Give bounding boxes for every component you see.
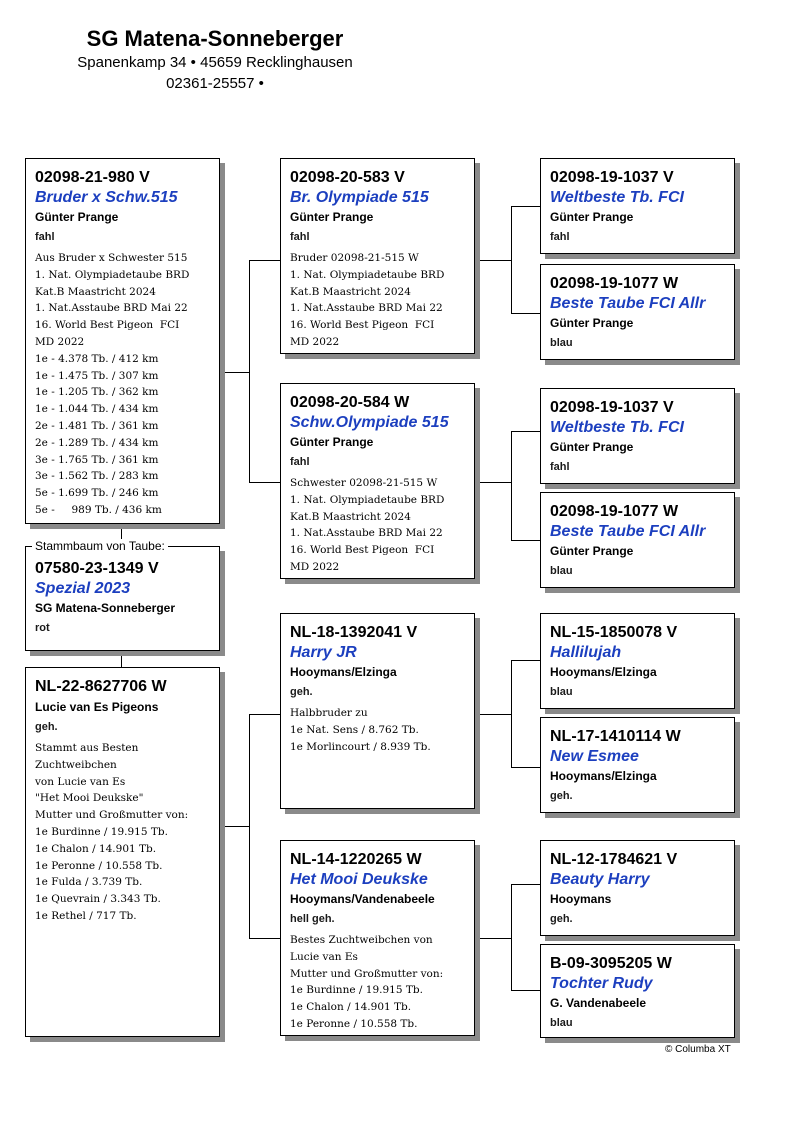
feather-color: fahl bbox=[550, 231, 570, 243]
feather-color: fahl bbox=[290, 456, 310, 468]
bird-card-ff-mother[interactable] bbox=[540, 264, 735, 360]
ring-number: NL-22-8627706 W bbox=[35, 678, 167, 695]
connector-line bbox=[511, 431, 540, 432]
bird-name: Spezial 2023 bbox=[35, 580, 131, 597]
ring-number: NL-17-1410114 W bbox=[550, 728, 681, 745]
connector-line bbox=[249, 714, 250, 938]
bird-name: Harry JR bbox=[290, 644, 357, 661]
bird-name: Beauty Harry bbox=[550, 871, 650, 888]
bird-card-maternal-grandmother[interactable] bbox=[280, 840, 475, 1036]
connector-line bbox=[511, 660, 540, 661]
breeder-name: SG Matena-Sonneberger bbox=[86, 26, 344, 51]
owner-name: G. Vandenabeele bbox=[550, 996, 647, 1010]
performance-notes: Bestes Zuchtweibchen von Lucie van Es Mutter und Großmutter von: 1e Burdinne / 19.915 Tb. 1e Chalon / 14.901 Tb. 1e Peronne / 10.558 Tb. bbox=[290, 934, 444, 1030]
connector-line bbox=[511, 431, 512, 540]
connector-line bbox=[511, 206, 540, 207]
feather-color: hell geh. bbox=[290, 913, 335, 925]
connector-line bbox=[249, 938, 280, 939]
owner-name: Hooymans/Elzinga bbox=[290, 665, 397, 679]
bird-name: Weltbeste Tb. FCI bbox=[550, 189, 684, 206]
ring-number: 02098-20-584 W bbox=[290, 394, 410, 411]
connector-line bbox=[249, 260, 250, 482]
connector-line bbox=[249, 714, 280, 715]
owner-name: Günter Prange bbox=[550, 210, 634, 224]
bird-card-mother[interactable] bbox=[25, 667, 220, 1037]
breeder-address: Spanenkamp 34 • 45659 Recklinghausen bbox=[77, 54, 353, 71]
bird-card-mm-father[interactable] bbox=[540, 840, 735, 936]
ring-number: NL-12-1784621 V bbox=[550, 851, 678, 868]
connector-line bbox=[475, 938, 511, 939]
connector-line bbox=[220, 826, 249, 827]
owner-name: Günter Prange bbox=[290, 210, 374, 224]
bird-card-paternal-grandmother[interactable] bbox=[280, 383, 475, 579]
connector-line bbox=[475, 714, 511, 715]
bird-card-subject[interactable] bbox=[25, 546, 220, 651]
bird-name: Tochter Rudy bbox=[550, 975, 653, 992]
owner-name: Hooymans/Elzinga bbox=[550, 769, 657, 783]
feather-color: blau bbox=[550, 565, 573, 577]
bird-card-paternal-grandfather[interactable] bbox=[280, 158, 475, 354]
connector-line bbox=[511, 206, 512, 313]
ring-number: 02098-19-1037 V bbox=[550, 399, 674, 416]
connector-line bbox=[249, 482, 280, 483]
feather-color: fahl bbox=[35, 231, 55, 243]
connector-line bbox=[475, 482, 511, 483]
ring-number: 02098-19-1037 V bbox=[550, 169, 674, 186]
connector-line bbox=[511, 990, 540, 991]
feather-color: geh. bbox=[35, 721, 58, 733]
performance-notes: Schwester 02098-21-515 W 1. Nat. Olympiadetaube BRD Kat.B Maastricht 2024 1. Nat.Asstaube BRD Mai 22 16. World Best Pigeon FCI MD 2022 bbox=[290, 477, 445, 573]
connector-line bbox=[511, 884, 512, 990]
ring-number: 07580-23-1349 V bbox=[35, 560, 159, 577]
bird-card-mf-mother[interactable] bbox=[540, 717, 735, 813]
bird-card-mm-mother[interactable] bbox=[540, 944, 735, 1038]
owner-name: Günter Prange bbox=[290, 435, 374, 449]
bird-card-fm-mother[interactable] bbox=[540, 492, 735, 588]
bird-name: Hallilujah bbox=[550, 644, 622, 661]
bird-card-ff-father[interactable] bbox=[540, 158, 735, 254]
owner-name: SG Matena-Sonneberger bbox=[35, 601, 176, 615]
breeder-phone: 02361-25557 • bbox=[166, 75, 264, 92]
ring-number: 02098-21-980 V bbox=[35, 169, 150, 186]
connector-line bbox=[121, 651, 122, 667]
ring-number: NL-14-1220265 W bbox=[290, 851, 422, 868]
feather-color: rot bbox=[35, 622, 50, 634]
feather-color: geh. bbox=[290, 686, 313, 698]
owner-name: Hooymans bbox=[550, 892, 612, 906]
bird-name: Schw.Olympiade 515 bbox=[290, 414, 449, 431]
performance-notes: Aus Bruder x Schwester 515 1. Nat. Olympiadetaube BRD Kat.B Maastricht 2024 1. Nat.Asstaube BRD Mai 22 16. World Best Pigeon FCI MD 2022 1e - 4.378 Tb. / 412 km 1e - 1.475 Tb. / 307 km 1e - 1.205 Tb. / 362 km 1e - 1.044 Tb. / 434 km 2e - 1.481 Tb. / 361 km 2e - 1.289 Tb. / 434 km 3e - 1.765 Tb. / 361 km 3e - 1.562 Tb. / 283 km 5e - 1.699 Tb. / 246 km 5e - 989 Tb. / 436 km bbox=[35, 252, 190, 516]
connector-line bbox=[249, 260, 280, 261]
bird-name: Weltbeste Tb. FCI bbox=[550, 419, 684, 436]
bird-name: Br. Olympiade 515 bbox=[290, 189, 429, 206]
ring-number: 02098-20-583 V bbox=[290, 169, 405, 186]
bird-name: Het Mooi Deukske bbox=[290, 871, 428, 888]
bird-card-mf-father[interactable] bbox=[540, 613, 735, 709]
connector-line bbox=[475, 260, 511, 261]
ring-number: NL-18-1392041 V bbox=[290, 624, 418, 641]
bird-name: New Esmee bbox=[550, 748, 639, 765]
owner-name: Günter Prange bbox=[35, 210, 119, 224]
owner-name: Hooymans/Vandenabeele bbox=[290, 892, 435, 906]
connector-line bbox=[511, 660, 512, 767]
bird-card-fm-father[interactable] bbox=[540, 388, 735, 484]
feather-color: blau bbox=[550, 686, 573, 698]
feather-color: geh. bbox=[550, 913, 573, 925]
ring-number: 02098-19-1077 W bbox=[550, 275, 679, 292]
feather-color: fahl bbox=[550, 461, 570, 473]
connector-line bbox=[511, 767, 540, 768]
feather-color: blau bbox=[550, 1017, 573, 1029]
ring-number: NL-15-1850078 V bbox=[550, 624, 678, 641]
bird-card-father[interactable] bbox=[25, 158, 220, 524]
owner-name: Günter Prange bbox=[550, 316, 634, 330]
performance-notes: Halbbruder zu 1e Nat. Sens / 8.762 Tb. 1e Morlincourt / 8.939 Tb. bbox=[290, 707, 431, 753]
owner-name: Lucie van Es Pigeons bbox=[35, 700, 159, 714]
feather-color: blau bbox=[550, 337, 573, 349]
bird-card-maternal-grandfather[interactable] bbox=[280, 613, 475, 809]
pedigree-caption: Stammbaum von Taube: bbox=[32, 539, 168, 553]
performance-notes: Bruder 02098-21-515 W 1. Nat. Olympiadetaube BRD Kat.B Maastricht 2024 1. Nat.Asstaube BRD Mai 22 16. World Best Pigeon FCI MD 2022 bbox=[290, 252, 445, 348]
owner-name: Hooymans/Elzinga bbox=[550, 665, 657, 679]
connector-line bbox=[511, 313, 540, 314]
copyright-footer: © Columba XT bbox=[665, 1044, 731, 1055]
owner-name: Günter Prange bbox=[550, 440, 634, 454]
bird-name: Bruder x Schw.515 bbox=[35, 189, 178, 206]
bird-name: Beste Taube FCI Allr bbox=[550, 523, 706, 540]
ring-number: 02098-19-1077 W bbox=[550, 503, 679, 520]
connector-line bbox=[220, 372, 249, 373]
connector-line bbox=[511, 884, 540, 885]
ring-number: B-09-3095205 W bbox=[550, 955, 672, 972]
owner-name: Günter Prange bbox=[550, 544, 634, 558]
feather-color: geh. bbox=[550, 790, 573, 802]
performance-notes: Stammt aus Besten Zuchtweibchen von Lucie van Es "Het Mooi Deukske" Mutter und Großmutter von: 1e Burdinne / 19.915 Tb. 1e Chalon / 14.901 Tb. 1e Peronne / 10.558 Tb. 1e Fulda / 3.739 Tb. 1e Quevrain / 3.343 Tb. 1e Rethel / 717 Tb. bbox=[35, 742, 189, 922]
bird-name: Beste Taube FCI Allr bbox=[550, 295, 706, 312]
feather-color: fahl bbox=[290, 231, 310, 243]
connector-line bbox=[511, 540, 540, 541]
